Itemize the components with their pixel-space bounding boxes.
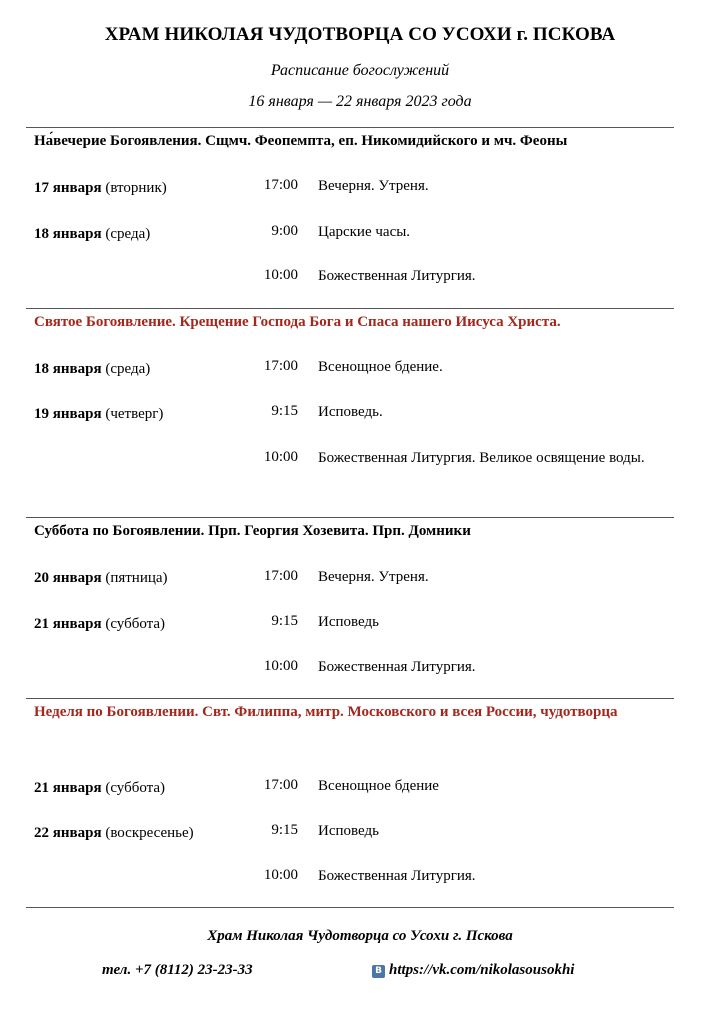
weekday-label: (воскресенье) <box>105 825 194 841</box>
page-title: ХРАМ НИКОЛАЯ ЧУДОТВОРЦА СО УСОХИ г. ПСКОВА <box>104 24 616 45</box>
service-time: 17:00 <box>263 358 298 374</box>
service-date <box>34 570 168 587</box>
service-time: 9:15 <box>271 613 298 629</box>
service-description: Божественная Литургия. <box>318 868 476 884</box>
feast-heading: Неделя по Богоявлении. Свт. Филиппа, митр. Московского и всея России, чудотворца <box>34 704 618 720</box>
date-label: 21 января <box>34 780 102 796</box>
weekday-label: (суббота) <box>105 616 166 632</box>
service-date <box>34 780 165 797</box>
weekday-label: (пятница) <box>105 570 168 586</box>
date-label: 20 января <box>34 570 102 586</box>
date-label: 18 января <box>34 361 102 377</box>
service-date <box>34 616 165 633</box>
service-time: 10:00 <box>263 658 298 674</box>
section-heading: На́вечерие Богоявления. Сщмч. Феопемпта, еп. Никомидийского и мч. Феоны <box>34 133 568 149</box>
date-label: 18 января <box>34 226 102 242</box>
divider <box>26 907 674 908</box>
weekday-label: (четверг) <box>105 406 164 422</box>
service-description: Всенощное бдение <box>318 778 439 794</box>
service-description: Вечерня. Утреня. <box>318 569 429 585</box>
service-time: 17:00 <box>263 568 298 584</box>
service-time: 9:15 <box>271 822 298 838</box>
service-time: 10:00 <box>263 267 298 283</box>
service-time: 10:00 <box>263 867 298 883</box>
service-time: 9:15 <box>271 403 298 419</box>
weekday-label: (суббота) <box>105 780 166 796</box>
service-description: Божественная Литургия. <box>318 659 476 675</box>
service-description: Исповедь <box>318 614 379 630</box>
date-label: 17 января <box>34 180 102 196</box>
service-time: 10:00 <box>263 449 298 465</box>
service-date <box>34 825 194 842</box>
service-description: Всенощное бдение. <box>318 359 443 375</box>
weekday-label: (среда) <box>105 361 151 377</box>
date-range: 16 января — 22 января 2023 года <box>248 93 472 110</box>
section-heading: Суббота по Богоявлении. Прп. Георгия Хозевита. Прп. Домники <box>34 523 471 539</box>
vk-url[interactable]: https://vk.com/nikolasousokhi <box>389 962 575 978</box>
weekday-label: (среда) <box>105 226 151 242</box>
service-description: Божественная Литургия. <box>318 268 476 284</box>
service-description: Божественная Литургия. Великое освящение воды. <box>318 450 645 466</box>
service-time: 17:00 <box>263 177 298 193</box>
date-label: 22 января <box>34 825 102 841</box>
footer-church-name: Храм Николая Чудотворца со Усохи г. Пскова <box>207 928 513 944</box>
feast-heading: Святое Богоявление. Крещение Господа Бога и Спаса нашего Иисуса Христа. <box>34 314 561 330</box>
page-subtitle: Расписание богослужений <box>270 62 450 79</box>
service-description: Царские часы. <box>318 224 411 240</box>
service-description: Вечерня. Утреня. <box>318 178 429 194</box>
service-date <box>34 361 150 378</box>
service-time: 17:00 <box>263 777 298 793</box>
footer-vk-link[interactable] <box>372 962 574 979</box>
service-date <box>34 180 167 197</box>
date-label: 21 января <box>34 616 102 632</box>
service-date <box>34 406 163 423</box>
service-time: 9:00 <box>271 223 298 239</box>
footer-phone: тел. +7 (8112) 23-23-33 <box>102 962 253 978</box>
service-date <box>34 226 150 243</box>
date-label: 19 января <box>34 406 102 422</box>
weekday-label: (вторник) <box>105 180 167 196</box>
service-description: Исповедь. <box>318 404 383 420</box>
service-description: Исповедь <box>318 823 379 839</box>
vk-icon: B <box>372 965 385 978</box>
